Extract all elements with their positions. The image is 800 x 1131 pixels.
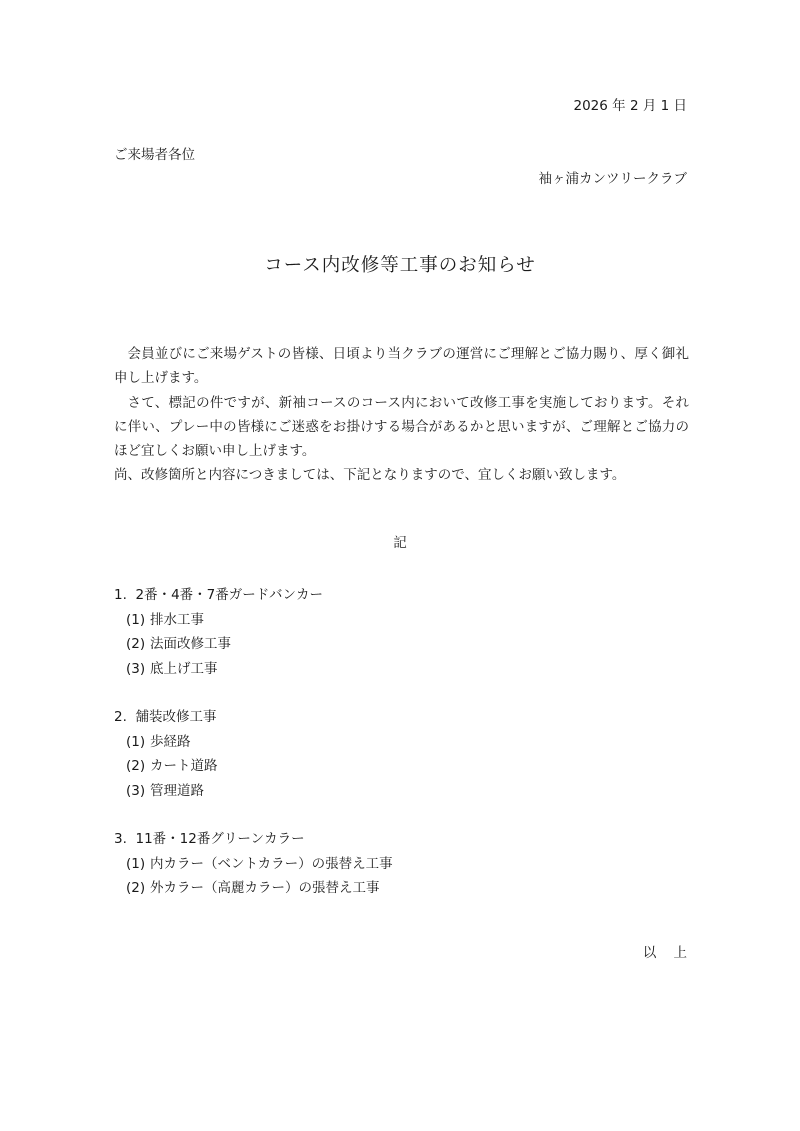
item-label: 歩経路 [150, 733, 191, 750]
body-paragraph-1: 会員並びにご来場ゲストの皆様、日頃より当クラブの運営にご理解とご協力賜り、厚く御礼申し上げます。 [114, 346, 689, 387]
item-number: (1) [126, 855, 146, 872]
item-number: (1) [126, 611, 146, 628]
list-item [114, 754, 694, 779]
list-item [114, 730, 694, 755]
item-label: 外カラー（高麗カラー）の張替え工事 [150, 880, 380, 896]
section-heading [114, 705, 694, 730]
item-label: 法面改修工事 [150, 636, 231, 652]
section-number: 3. [114, 831, 127, 847]
recipient-line: ご来場者各位 [114, 147, 195, 163]
item-label: カート道路 [150, 758, 218, 774]
item-label: 排水工事 [150, 611, 204, 628]
section-title: 11番・12番グリーンカラー [135, 831, 305, 847]
document-date: 2026 年 2 月 1 日 [573, 98, 687, 114]
body-text [114, 342, 689, 488]
list-item [114, 779, 694, 804]
work-section-3 [114, 827, 694, 901]
ki-heading: 記 [393, 535, 407, 551]
section-number: 2. [114, 709, 127, 725]
body-paragraph-2: さて、標記の件ですが、新袖コースのコース内において改修工事を実施しております。それに伴い、プレー中の皆様にご迷惑をお掛けする場合があるかと思いますが、ご理解とご協力のほど宜しくお願い申し上げます。 [114, 394, 689, 460]
list-item [114, 876, 694, 901]
body-paragraph-3: 尚、改修箇所と内容につきましては、下記となりますので、宜しくお願い致します。 [114, 467, 626, 484]
section-title: 2番・4番・7番ガードバンカー [135, 587, 323, 603]
work-section-1 [114, 583, 694, 681]
work-section-2 [114, 705, 694, 803]
section-heading [114, 827, 694, 852]
section-number: 1. [114, 587, 127, 603]
item-number: (3) [126, 782, 146, 799]
list-item [114, 632, 694, 657]
item-label: 管理道路 [150, 782, 204, 799]
item-label: 底上げ工事 [150, 660, 218, 677]
closing-right: 上 [673, 945, 687, 961]
item-number: (1) [126, 733, 146, 750]
document-title: コース内改修等工事のお知らせ [264, 255, 536, 276]
item-number: (2) [126, 758, 146, 774]
section-heading [114, 583, 694, 608]
work-list [114, 583, 694, 925]
list-item [114, 852, 694, 877]
list-item [114, 608, 694, 633]
item-number: (3) [126, 660, 146, 677]
list-item [114, 657, 694, 682]
section-title: 舗装改修工事 [135, 709, 217, 725]
closing-mark [643, 947, 687, 961]
item-number: (2) [126, 636, 146, 652]
item-label: 内カラー（ベントカラー）の張替え工事 [150, 855, 393, 872]
closing-left: 以 [642, 945, 657, 961]
item-number: (2) [126, 880, 146, 896]
sender-line: 袖ヶ浦カンツリークラブ [538, 171, 687, 187]
